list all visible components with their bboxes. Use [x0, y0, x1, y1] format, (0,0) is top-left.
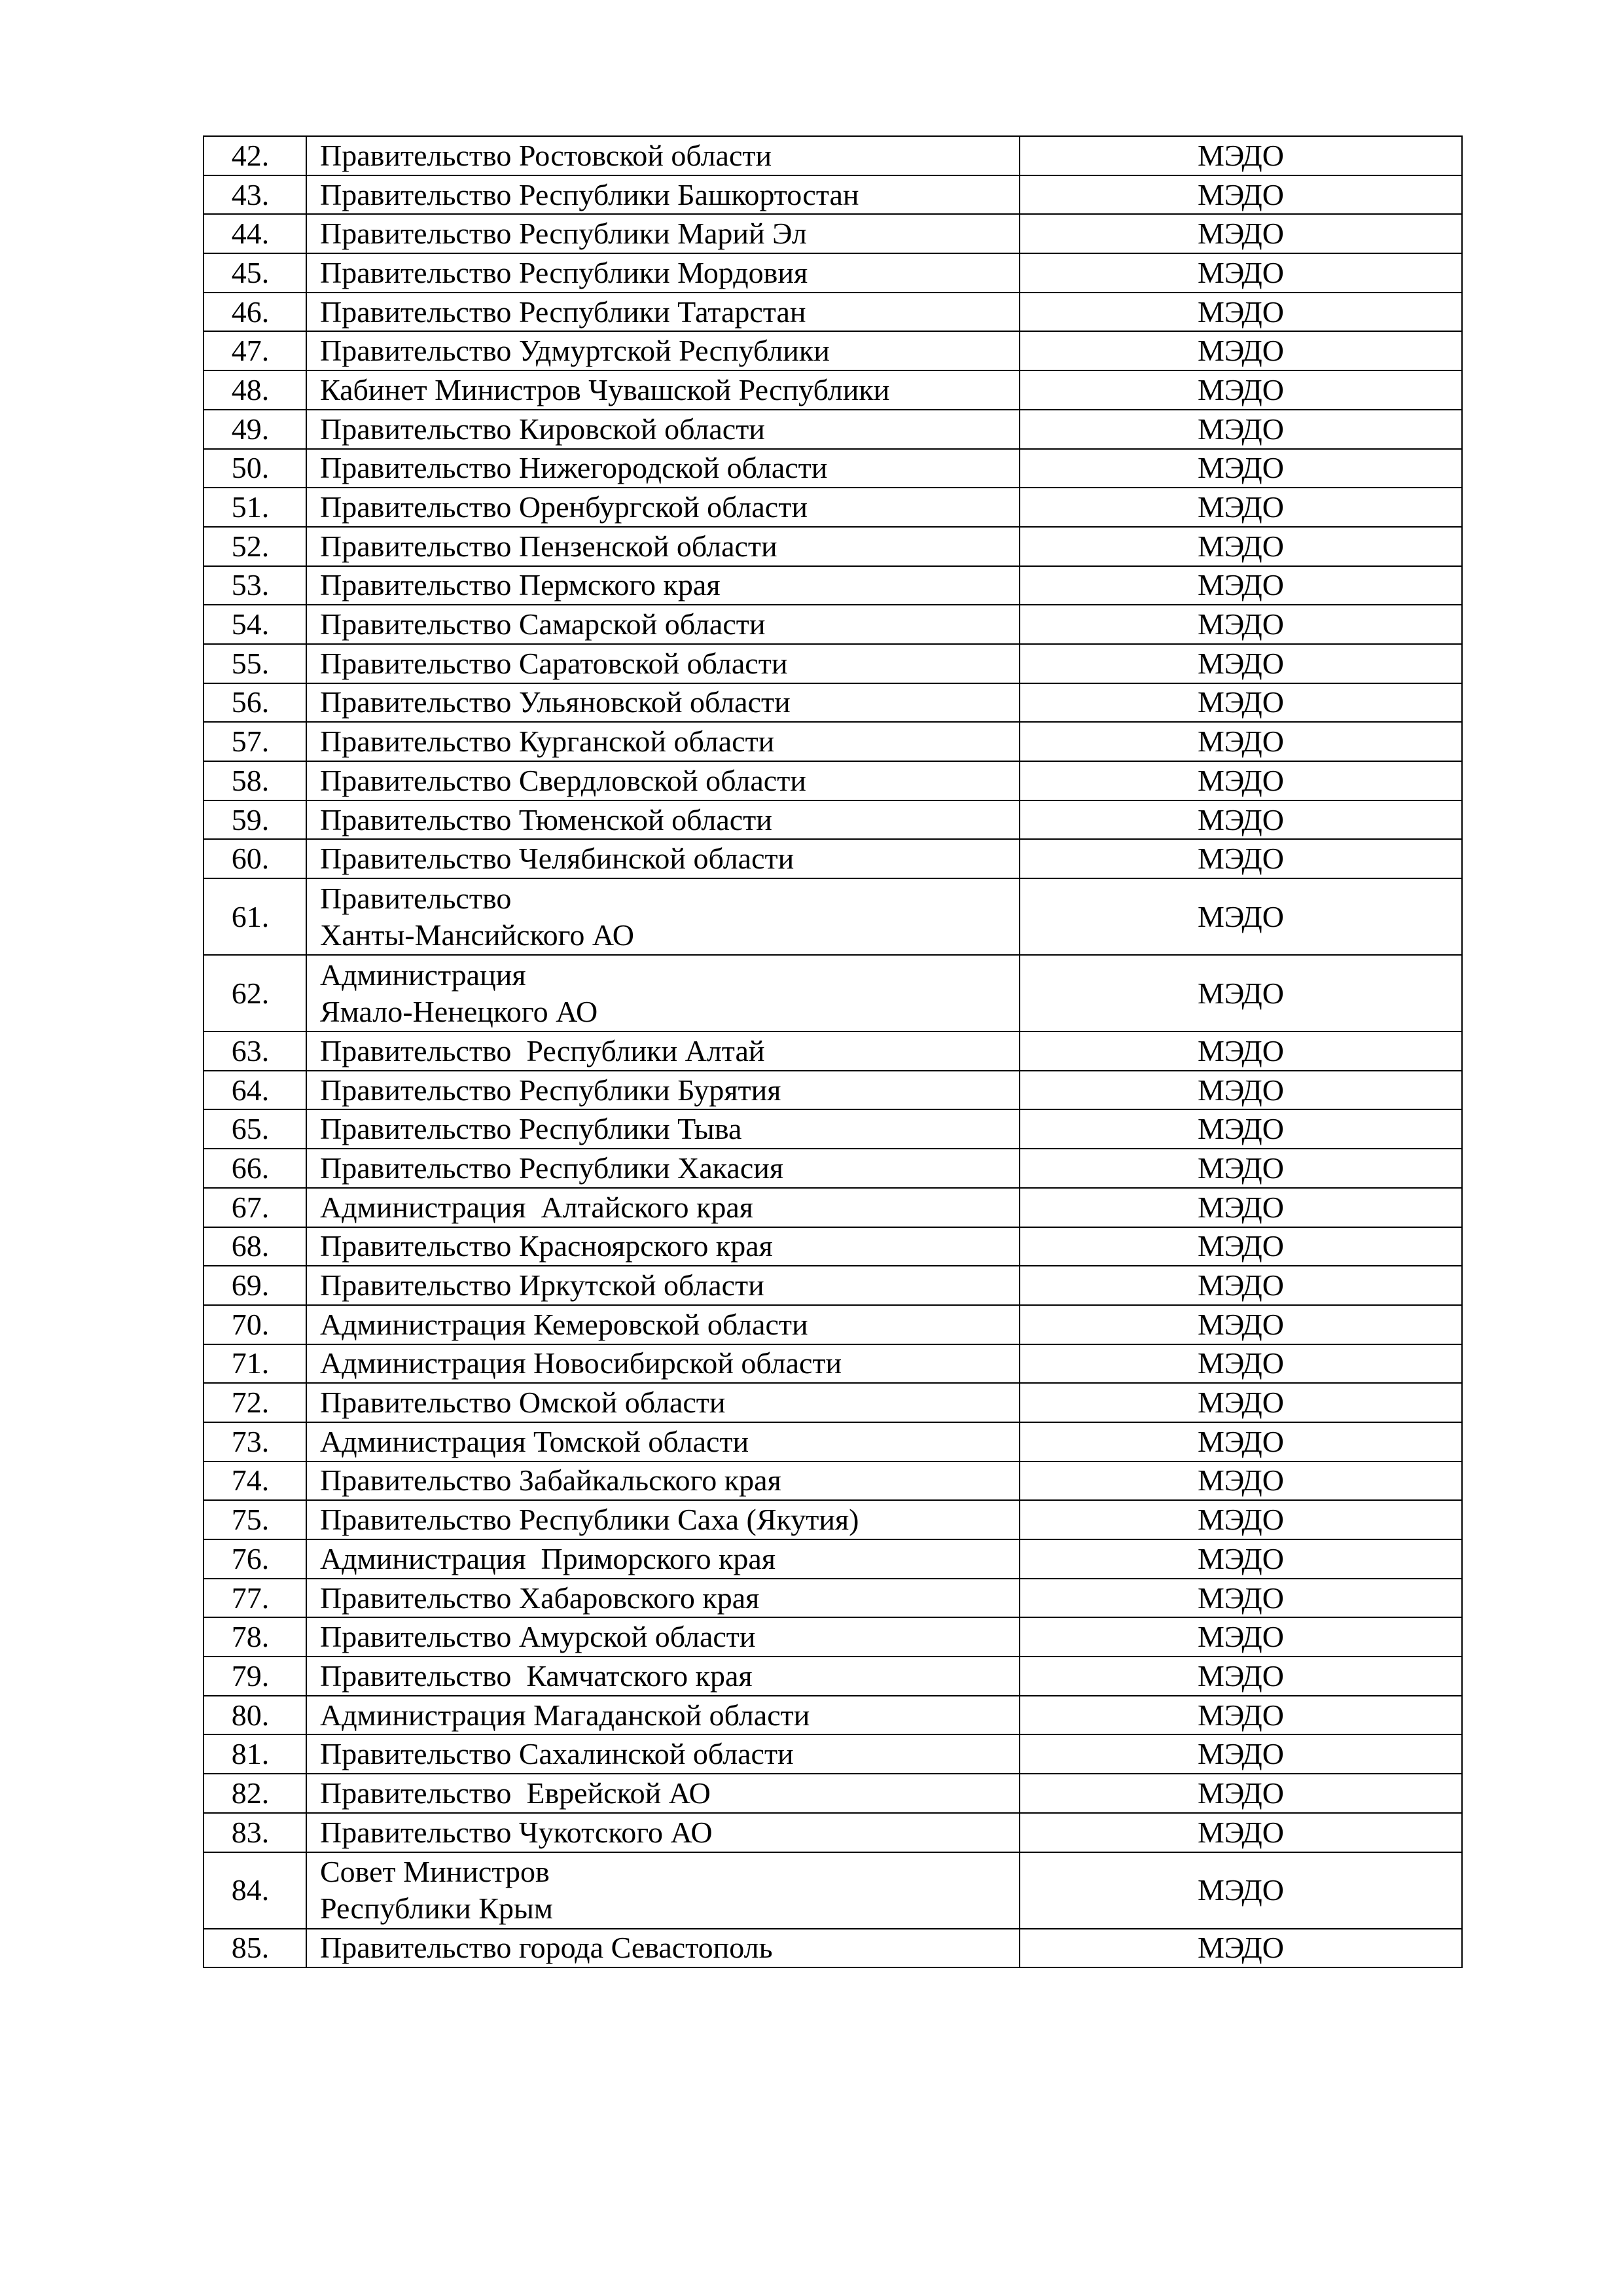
row-number: 70.	[204, 1305, 306, 1344]
organization-name-line: Правительство Красноярского края	[320, 1229, 773, 1263]
delivery-system: МЭДО	[1020, 800, 1462, 840]
table-row	[204, 644, 1462, 683]
table-row	[204, 1227, 1462, 1266]
organization-name	[306, 293, 1020, 332]
organization-name-line: Правительство Республики Саха (Якутия)	[320, 1503, 859, 1537]
table-row	[204, 1539, 1462, 1579]
organization-name	[306, 1071, 1020, 1110]
delivery-system: МЭДО	[1020, 605, 1462, 644]
table-row	[204, 293, 1462, 332]
row-number: 43.	[204, 175, 306, 215]
organization-name	[306, 761, 1020, 800]
row-number: 78.	[204, 1617, 306, 1657]
organization-name-line: Правительство Саратовской области	[320, 646, 788, 680]
row-number: 50.	[204, 449, 306, 488]
organization-name-line: Правительство Пензенской области	[320, 529, 777, 563]
table-row	[204, 1696, 1462, 1735]
organization-name	[306, 1774, 1020, 1813]
delivery-system: МЭДО	[1020, 1500, 1462, 1539]
delivery-system: МЭДО	[1020, 1657, 1462, 1696]
row-number: 73.	[204, 1422, 306, 1462]
row-number: 79.	[204, 1657, 306, 1696]
table-row	[204, 761, 1462, 800]
delivery-system: МЭДО	[1020, 331, 1462, 370]
organization-name	[306, 878, 1020, 955]
row-number: 56.	[204, 683, 306, 723]
organization-name-line: Правительство Удмуртской Республики	[320, 334, 830, 368]
organization-name-line: Администрация	[320, 958, 526, 992]
row-number: 67.	[204, 1188, 306, 1227]
organization-name	[306, 1929, 1020, 1968]
organization-name-line: Администрация Алтайского края	[320, 1190, 753, 1224]
table-body	[204, 136, 1462, 1967]
delivery-system: МЭДО	[1020, 410, 1462, 449]
delivery-system: МЭДО	[1020, 1774, 1462, 1813]
organization-name-line: Правительство Сахалинской области	[320, 1737, 794, 1771]
table-row	[204, 1734, 1462, 1774]
delivery-system: МЭДО	[1020, 722, 1462, 761]
table-row	[204, 566, 1462, 605]
organization-name	[306, 1227, 1020, 1266]
delivery-system: МЭДО	[1020, 1071, 1462, 1110]
delivery-system: МЭДО	[1020, 136, 1462, 175]
organization-name	[306, 136, 1020, 175]
table-row	[204, 1579, 1462, 1618]
row-number: 66.	[204, 1149, 306, 1188]
organization-name	[306, 1852, 1020, 1929]
delivery-system: МЭДО	[1020, 1149, 1462, 1188]
table-row	[204, 1852, 1462, 1929]
organization-name-line: Администрация Кемеровской области	[320, 1307, 808, 1341]
organization-name	[306, 1617, 1020, 1657]
row-number: 81.	[204, 1734, 306, 1774]
delivery-system: МЭДО	[1020, 1031, 1462, 1071]
delivery-system: МЭДО	[1020, 1852, 1462, 1929]
row-number: 61.	[204, 878, 306, 955]
organization-name-line: Правительство Челябинской области	[320, 842, 794, 876]
organization-name	[306, 449, 1020, 488]
table-row	[204, 136, 1462, 175]
organization-name	[306, 1266, 1020, 1305]
delivery-system: МЭДО	[1020, 1813, 1462, 1852]
organization-name-line: Правительство Еврейской АО	[320, 1776, 711, 1810]
organization-name-line: Правительство Республики Мордовия	[320, 255, 808, 289]
delivery-system: МЭДО	[1020, 1383, 1462, 1422]
row-number: 51.	[204, 488, 306, 527]
row-number: 76.	[204, 1539, 306, 1579]
organization-name	[306, 644, 1020, 683]
organization-name-line: Администрация Магаданской области	[320, 1698, 810, 1732]
table-row	[204, 1500, 1462, 1539]
organization-name-line: Правительство Иркутской области	[320, 1268, 764, 1302]
organization-name	[306, 331, 1020, 370]
organization-name-line: Правительство Камчатского края	[320, 1659, 753, 1693]
row-number: 65.	[204, 1109, 306, 1149]
row-number: 52.	[204, 527, 306, 566]
organization-name	[306, 1696, 1020, 1735]
delivery-system: МЭДО	[1020, 1734, 1462, 1774]
delivery-system: МЭДО	[1020, 214, 1462, 253]
organization-name	[306, 1734, 1020, 1774]
row-number: 47.	[204, 331, 306, 370]
organization-name	[306, 1383, 1020, 1422]
organization-name	[306, 839, 1020, 878]
organization-name	[306, 683, 1020, 723]
delivery-system: МЭДО	[1020, 955, 1462, 1031]
organization-name-line: Правительство Самарской области	[320, 607, 766, 641]
organization-name	[306, 175, 1020, 215]
organization-name-line: Правительство Республики Башкортостан	[320, 177, 859, 211]
organization-name-line: Правительство Оренбургской области	[320, 490, 808, 524]
table-row	[204, 839, 1462, 878]
row-number: 80.	[204, 1696, 306, 1735]
organization-name-line: Правительство Пермского края	[320, 568, 721, 602]
table-row	[204, 1149, 1462, 1188]
organization-name-line: Правительство Хабаровского края	[320, 1581, 760, 1615]
organization-name	[306, 1539, 1020, 1579]
organization-name-line: Правительство Республики Марий Эл	[320, 217, 807, 251]
table-row	[204, 1422, 1462, 1462]
organization-name	[306, 1344, 1020, 1384]
table-row	[204, 605, 1462, 644]
delivery-system: МЭДО	[1020, 878, 1462, 955]
organization-name-line: Правительство Ульяновской области	[320, 685, 791, 719]
table-row	[204, 1813, 1462, 1852]
organization-name	[306, 566, 1020, 605]
table-row	[204, 1188, 1462, 1227]
organization-name-line: Администрация Новосибирской области	[320, 1346, 842, 1380]
delivery-system: МЭДО	[1020, 175, 1462, 215]
organization-name-line: Правительство города Севастополь	[320, 1931, 773, 1965]
organization-name-line: Правительство Свердловской области	[320, 763, 806, 797]
organization-name-line: Ханты-Мансийского АО	[320, 918, 634, 952]
delivery-system: МЭДО	[1020, 488, 1462, 527]
organization-name-line: Правительство Республики Алтай	[320, 1033, 765, 1067]
row-number: 58.	[204, 761, 306, 800]
row-number: 85.	[204, 1929, 306, 1968]
table-row	[204, 370, 1462, 410]
table-row	[204, 1929, 1462, 1968]
table-row	[204, 955, 1462, 1031]
organization-name	[306, 1031, 1020, 1071]
delivery-system: МЭДО	[1020, 293, 1462, 332]
organization-name-line: Администрация Приморского края	[320, 1541, 776, 1575]
row-number: 46.	[204, 293, 306, 332]
delivery-system: МЭДО	[1020, 1539, 1462, 1579]
organization-name	[306, 605, 1020, 644]
table-row	[204, 488, 1462, 527]
delivery-system: МЭДО	[1020, 761, 1462, 800]
table-row	[204, 1344, 1462, 1384]
table-row	[204, 527, 1462, 566]
organization-name-line: Совет Министров	[320, 1855, 550, 1888]
organization-name-line: Правительство Нижегородской области	[320, 451, 828, 485]
table-row	[204, 1305, 1462, 1344]
organization-name	[306, 1188, 1020, 1227]
table-row	[204, 800, 1462, 840]
row-number: 74.	[204, 1462, 306, 1501]
organization-name	[306, 410, 1020, 449]
organization-name	[306, 1813, 1020, 1852]
organization-name-line: Правительство Республики Хакасия	[320, 1151, 784, 1185]
organization-name-line: Правительство	[320, 881, 512, 915]
delivery-system: МЭДО	[1020, 683, 1462, 723]
organization-name-line: Администрация Томской области	[320, 1424, 749, 1458]
delivery-system: МЭДО	[1020, 527, 1462, 566]
table-row	[204, 214, 1462, 253]
delivery-system: МЭДО	[1020, 1188, 1462, 1227]
row-number: 83.	[204, 1813, 306, 1852]
organization-name	[306, 214, 1020, 253]
delivery-system: МЭДО	[1020, 1422, 1462, 1462]
organizations-table	[203, 135, 1463, 1968]
row-number: 82.	[204, 1774, 306, 1813]
organization-name-line: Правительство Чукотского АО	[320, 1815, 713, 1849]
table-row	[204, 722, 1462, 761]
organization-name	[306, 488, 1020, 527]
row-number: 55.	[204, 644, 306, 683]
organization-name	[306, 955, 1020, 1031]
delivery-system: МЭДО	[1020, 644, 1462, 683]
row-number: 60.	[204, 839, 306, 878]
organization-name-line: Республики Крым	[320, 1892, 553, 1925]
row-number: 68.	[204, 1227, 306, 1266]
organization-name	[306, 527, 1020, 566]
table-row	[204, 878, 1462, 955]
row-number: 45.	[204, 253, 306, 293]
row-number: 44.	[204, 214, 306, 253]
table-row	[204, 253, 1462, 293]
row-number: 75.	[204, 1500, 306, 1539]
organization-name-line: Правительство Забайкальского края	[320, 1463, 781, 1498]
delivery-system: МЭДО	[1020, 1109, 1462, 1149]
delivery-system: МЭДО	[1020, 1696, 1462, 1735]
organization-name-line: Правительство Амурской области	[320, 1620, 756, 1654]
table-row	[204, 1383, 1462, 1422]
delivery-system: МЭДО	[1020, 1227, 1462, 1266]
organization-name-line: Правительство Тюменской области	[320, 802, 772, 836]
delivery-system: МЭДО	[1020, 566, 1462, 605]
delivery-system: МЭДО	[1020, 1462, 1462, 1501]
delivery-system: МЭДО	[1020, 1579, 1462, 1618]
organization-name	[306, 1579, 1020, 1618]
organization-name	[306, 1500, 1020, 1539]
organization-name	[306, 1305, 1020, 1344]
row-number: 59.	[204, 800, 306, 840]
table-row	[204, 1031, 1462, 1071]
row-number: 77.	[204, 1579, 306, 1618]
delivery-system: МЭДО	[1020, 1305, 1462, 1344]
table-row	[204, 1774, 1462, 1813]
organization-name-line: Правительство Курганской области	[320, 725, 775, 759]
row-number: 62.	[204, 955, 306, 1031]
delivery-system: МЭДО	[1020, 253, 1462, 293]
table-row	[204, 683, 1462, 723]
table-row	[204, 331, 1462, 370]
organization-name	[306, 1657, 1020, 1696]
table-row	[204, 1266, 1462, 1305]
organization-name	[306, 370, 1020, 410]
table-row	[204, 410, 1462, 449]
row-number: 53.	[204, 566, 306, 605]
delivery-system: МЭДО	[1020, 1617, 1462, 1657]
organization-name	[306, 1109, 1020, 1149]
delivery-system: МЭДО	[1020, 370, 1462, 410]
row-number: 64.	[204, 1071, 306, 1110]
table-row	[204, 1109, 1462, 1149]
organization-name	[306, 800, 1020, 840]
row-number: 42.	[204, 136, 306, 175]
row-number: 57.	[204, 722, 306, 761]
organization-name-line: Правительство Республики Татарстан	[320, 295, 806, 329]
organization-name-line: Правительство Ростовской области	[320, 138, 772, 172]
row-number: 72.	[204, 1383, 306, 1422]
organization-name	[306, 1422, 1020, 1462]
organization-name-line: Правительство Республики Тыва	[320, 1112, 742, 1146]
organization-name	[306, 722, 1020, 761]
delivery-system: МЭДО	[1020, 839, 1462, 878]
table-row	[204, 1617, 1462, 1657]
row-number: 84.	[204, 1852, 306, 1929]
table-row	[204, 1657, 1462, 1696]
organization-name-line: Правительство Республики Бурятия	[320, 1073, 781, 1107]
row-number: 54.	[204, 605, 306, 644]
delivery-system: МЭДО	[1020, 449, 1462, 488]
organization-name	[306, 253, 1020, 293]
delivery-system: МЭДО	[1020, 1929, 1462, 1968]
delivery-system: МЭДО	[1020, 1344, 1462, 1384]
organization-name-line: Ямало-Ненецкого АО	[320, 994, 598, 1028]
delivery-system: МЭДО	[1020, 1266, 1462, 1305]
table-row	[204, 1071, 1462, 1110]
row-number: 63.	[204, 1031, 306, 1071]
organization-name-line: Правительство Кировской области	[320, 412, 765, 446]
table-row	[204, 449, 1462, 488]
row-number: 71.	[204, 1344, 306, 1384]
organization-name	[306, 1462, 1020, 1501]
organization-name-line: Правительство Омской области	[320, 1386, 726, 1420]
row-number: 69.	[204, 1266, 306, 1305]
organization-name-line: Кабинет Министров Чувашской Республики	[320, 372, 890, 406]
row-number: 48.	[204, 370, 306, 410]
table-row	[204, 175, 1462, 215]
organization-name	[306, 1149, 1020, 1188]
table-row	[204, 1462, 1462, 1501]
row-number: 49.	[204, 410, 306, 449]
